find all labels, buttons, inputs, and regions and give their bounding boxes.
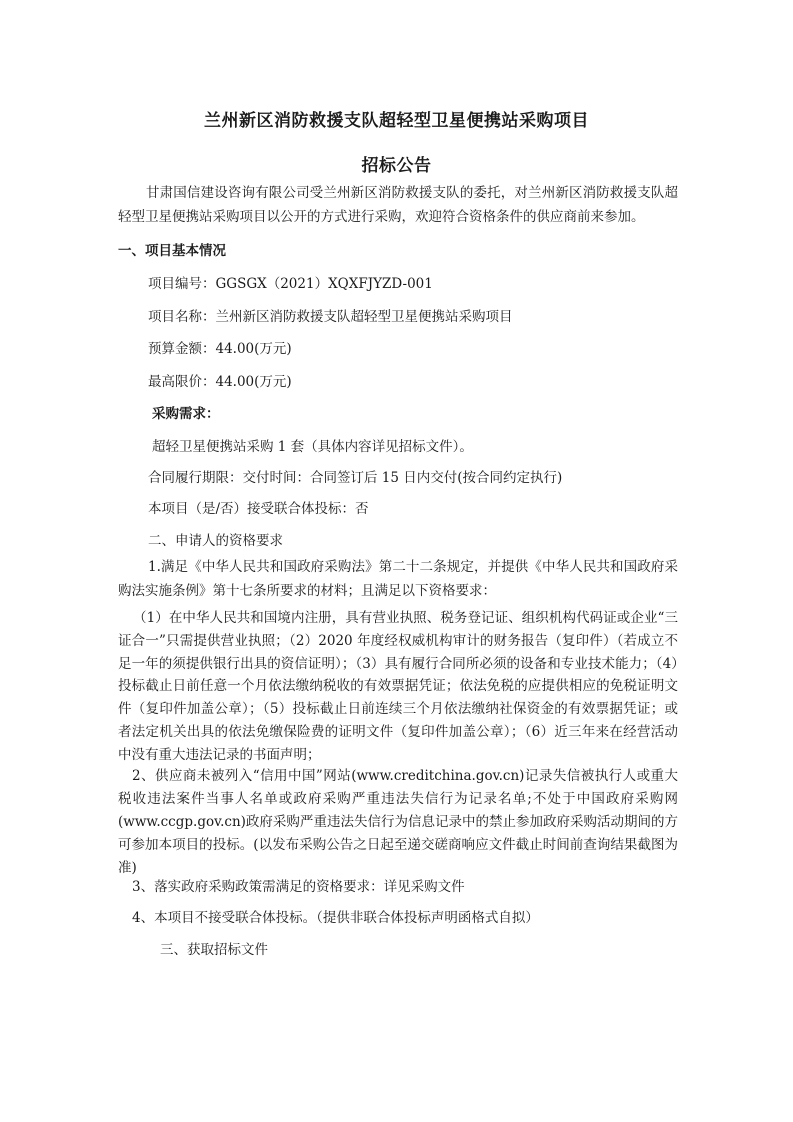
qualification-item-3: 3、落实政府采购政策需满足的资格要求：详见采购文件 (132, 879, 465, 895)
project-number: 项目编号：GGSGX（2021）XQXFJYZD-001 (148, 276, 433, 292)
section3-heading: 三、获取招标文件 (160, 942, 268, 958)
section1-heading: 一、项目基本情况 (118, 243, 226, 259)
qualification-item-2: 2、供应商未被列入“信用中国”网站(www.creditchina.gov.cn)记录失信被执行人或重大税收违法案件当事人名单或政府采购严重违法失信行为记录名单;不处于中国政府采购网(www.ccgp.gov.cn)政府采购严重违法失信行为信息记录中的禁止参加政府采购活动期间的方可参加本项目的投标。(以发布采购公告之日起至递交磋商响应文件截止时间前查询结果截图为准) (118, 768, 678, 876)
document-title: 兰州新区消防救援支队超轻型卫星便携站采购项目 (204, 111, 589, 131)
requirements-heading: 采购需求： (152, 406, 220, 422)
qualification-item-4: 4、本项目不接受联合体投标。（提供非联合体投标声明函格式自拟） (132, 910, 539, 926)
budget-amount: 预算金额：44.00(万元) (148, 341, 292, 357)
intro-paragraph: 甘肃国信建设咨询有限公司受兰州新区消防救援支队的委托，对兰州新区消防救援支队超轻型卫星便携站采购项目以公开的方式进行采购，欢迎符合资格条件的供应商前来参加。 (118, 185, 678, 225)
section2-heading: 二、申请人的资格要求 (148, 533, 283, 549)
requirements-text: 超轻卫星便携站采购 1 套（具体内容详见招标文件）。 (152, 439, 473, 455)
contract-period: 合同履行期限：交付时间：合同签订后 15 日内交付(按合同约定执行) (148, 470, 563, 486)
qualification-item-1-detail: （1）在中华人民共和国境内注册，具有营业执照、税务登记证、组织机构代码证或企业“三证合一”只需提供营业执照；（2）2020 年度经权威机构审计的财务报告（复印件）（若成立不足一年的须提供银行出具的资信证明）；（3）具有履行合同所必须的设备和专业技术能力；（4）投标截止日前任意一个月依法缴纳税收的有效票据凭证；依法免税的应提供相应的免税证明文件（复印件加盖公章）；（5）投标截止日前连续三个月依法缴纳社保资金的有效票据凭证；或者法定机关出具的依法免缴保险费的证明文件（复印件加盖公章）；（6）近三年来在经营活动中没有重大违法记录的书面声明； (118, 610, 678, 763)
max-price: 最高限价：44.00(万元) (148, 374, 292, 390)
consortium-acceptance: 本项目（是/否）接受联合体投标：否 (148, 501, 369, 517)
project-name: 项目名称：兰州新区消防救援支队超轻型卫星便携站采购项目 (148, 309, 513, 325)
document-subtitle: 招标公告 (361, 156, 432, 176)
qualification-item-1: 1.满足《中华人民共和国政府采购法》第二十二条规定，并提供《中华人民共和国政府采购法实施条例》第十七条所要求的材料；且满足以下资格要求： (118, 559, 678, 599)
